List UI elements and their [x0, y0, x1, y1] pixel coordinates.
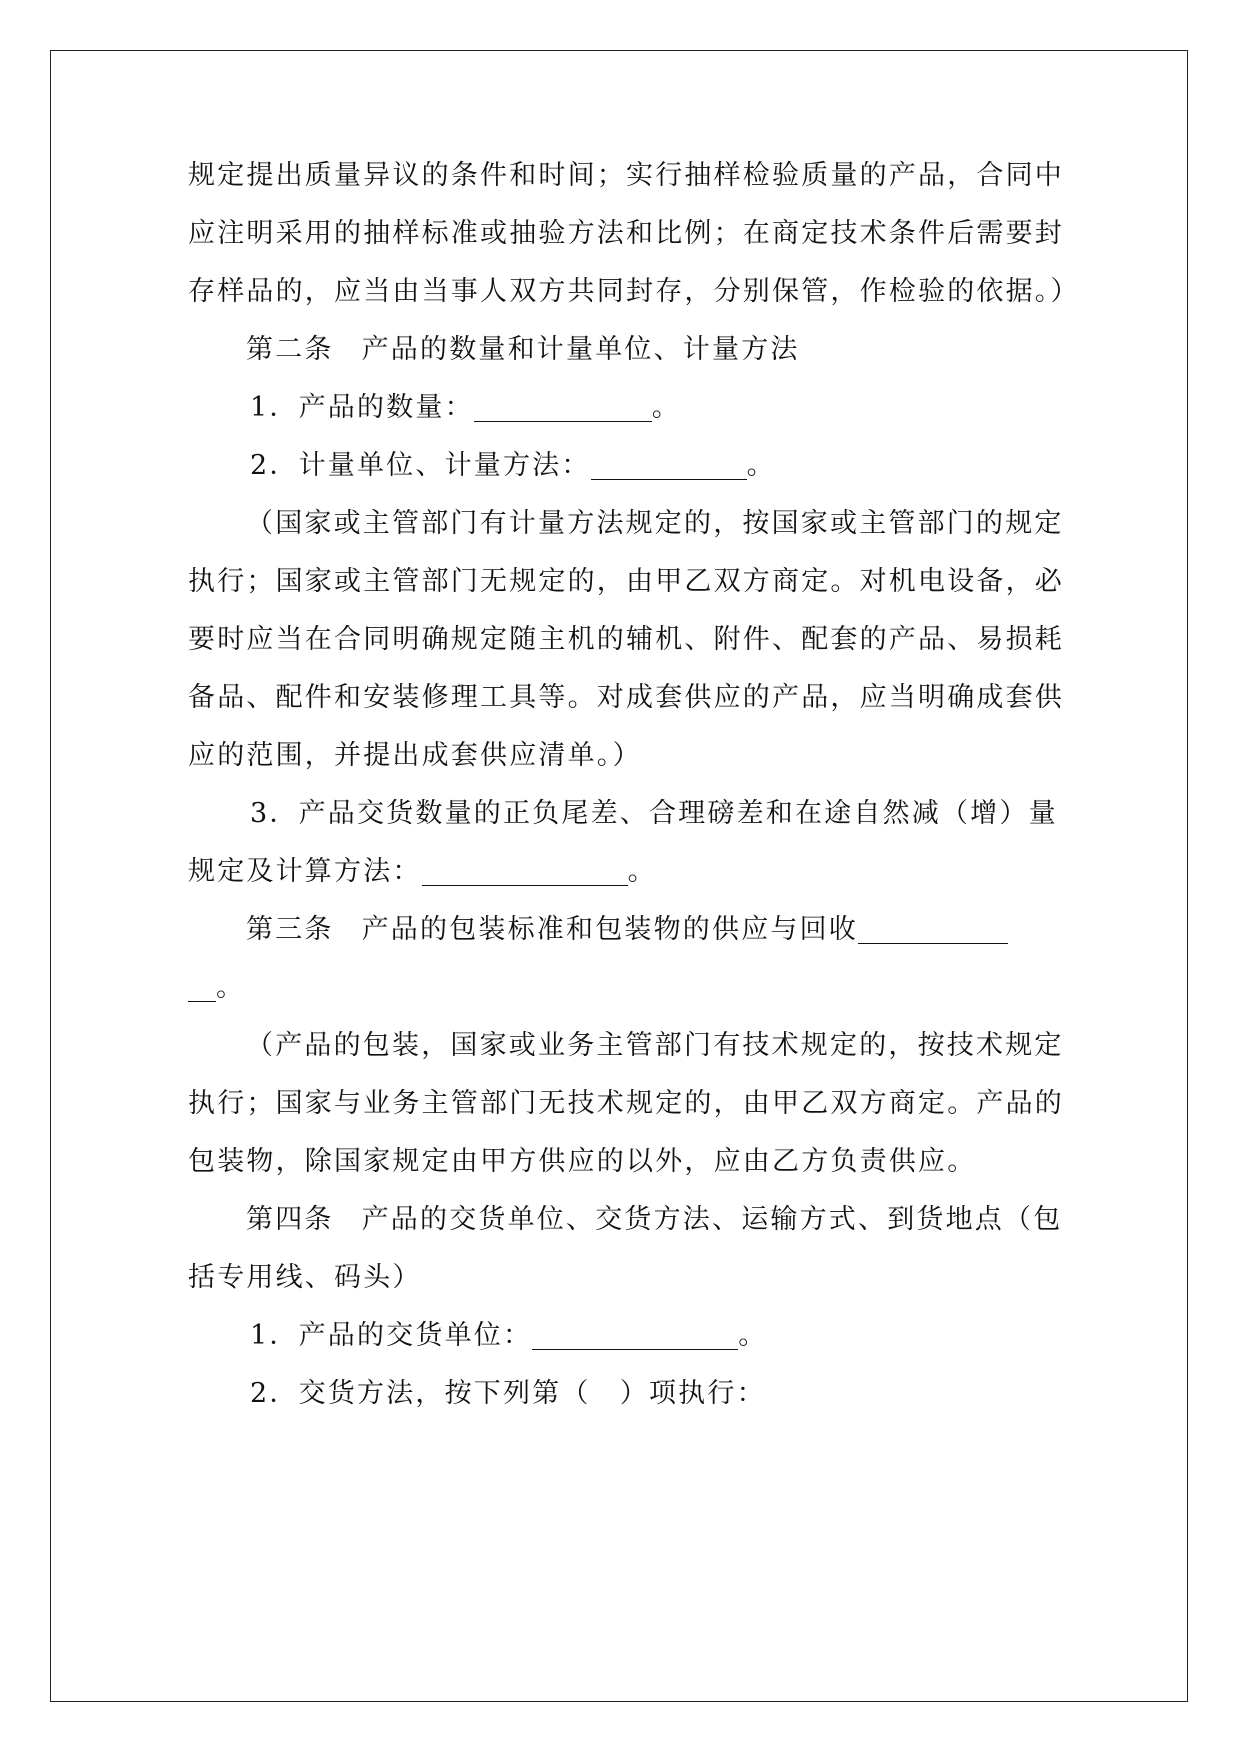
note-line: 包装物，除国家规定由甲方供应的以外，应由乙方负责供应。 [188, 1146, 977, 1177]
note-line: 备品、配件和安装修理工具等。对成套供应的产品，应当明确成套供 [188, 682, 1064, 713]
article-2-item-3: 3．产品交货数量的正负尾差、合理磅差和在途自然减（增）量 [250, 798, 1058, 829]
article-2-item-3-cont [188, 852, 657, 892]
item-label: 规定及计算方法： [188, 856, 422, 887]
punctuation: 。 [746, 450, 776, 481]
packaging-blank[interactable] [858, 913, 1008, 944]
paragraph-line: 规定提出质量异议的条件和时间；实行抽样检验质量的产品，合同中 [188, 160, 1064, 191]
item-label: 1．产品的数量： [250, 392, 474, 423]
article-3-heading-cont [188, 968, 245, 1008]
article-4-heading [246, 1200, 1062, 1240]
note-line: 执行；国家与业务主管部门无技术规定的，由甲乙双方商定。产品的 [188, 1088, 1064, 1119]
article-title: 产品的交货单位、交货方法、运输方式、到货地点（包 [361, 1204, 1063, 1235]
tolerance-calc-blank[interactable] [422, 855, 628, 886]
article-2-item-1 [250, 388, 681, 428]
delivery-unit-blank[interactable] [532, 1319, 738, 1350]
article-title: 产品的包装标准和包装物的供应与回收 [361, 914, 859, 945]
paragraph-line: 存样品的，应当由当事人双方共同封存，分别保管，作检验的依据。） [188, 276, 1080, 307]
note-line: 应的范围，并提出成套供应清单。） [188, 740, 642, 771]
punctuation: 。 [738, 1320, 768, 1351]
unit-method-blank[interactable] [591, 449, 747, 480]
article-2-item-2 [250, 446, 776, 486]
item-label: 1．产品的交货单位： [250, 1320, 533, 1351]
article-4-heading-cont: 括专用线、码头） [188, 1262, 422, 1293]
note-line: 要时应当在合同明确规定随主机的辅机、附件、配套的产品、易损耗 [188, 624, 1064, 655]
packaging-blank-cont[interactable] [188, 971, 216, 1002]
item-label: 2．计量单位、计量方法： [250, 450, 591, 481]
quantity-blank[interactable] [474, 391, 652, 422]
article-2-heading [246, 330, 800, 370]
note-line: （国家或主管部门有计量方法规定的，按国家或主管部门的规定 [246, 508, 1064, 539]
paragraph-line: 应注明采用的抽样标准或抽验方法和比例；在商定技术条件后需要封 [188, 218, 1064, 249]
note-line: （产品的包装，国家或业务主管部门有技术规定的，按技术规定 [246, 1030, 1064, 1061]
article-4-item-2: 2．交货方法，按下列第（ ）项执行： [250, 1378, 766, 1409]
article-title: 产品的数量和计量单位、计量方法 [361, 334, 800, 365]
article-number: 第三条 [246, 914, 334, 945]
punctuation: 。 [216, 972, 246, 1003]
article-number: 第四条 [246, 1204, 334, 1235]
note-line: 执行；国家或主管部门无规定的，由甲乙双方商定。对机电设备，必 [188, 566, 1064, 597]
punctuation: 。 [651, 392, 681, 423]
article-3-heading [246, 910, 1008, 950]
article-4-item-1 [250, 1316, 767, 1356]
punctuation: 。 [627, 856, 657, 887]
article-number: 第二条 [246, 334, 334, 365]
